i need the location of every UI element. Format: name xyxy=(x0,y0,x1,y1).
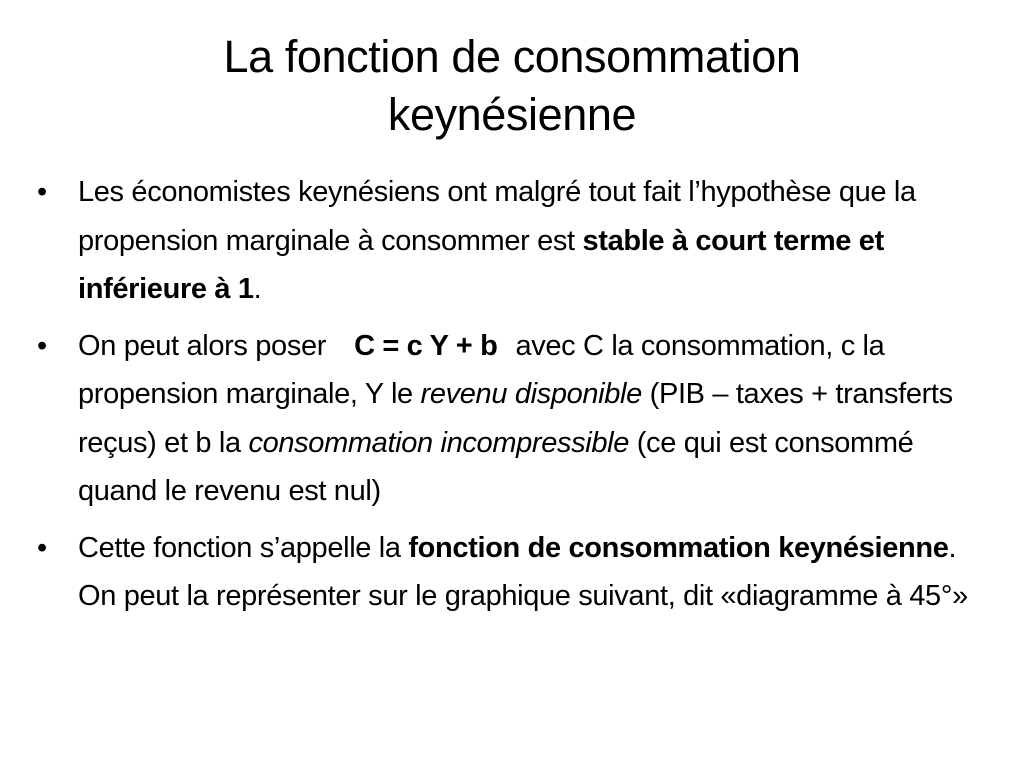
bullet-dot-icon: • xyxy=(37,329,47,362)
bullet-item-keynesian-function xyxy=(37,524,989,621)
bullet-dot-icon: • xyxy=(37,531,47,564)
revenu-disponible-term: revenu disponible xyxy=(420,378,642,410)
bullet-1-text: Les économistes keynésiens ont malgré tout fait l’hypothèse que la propension marginale à consommer est xyxy=(78,176,916,257)
bullet-2-definition-text: avec C la consommation, c la propension marginale, Y le xyxy=(78,329,885,410)
slide-title-line-2: keynésienne xyxy=(387,89,637,140)
bullet-2-parenthetical-text: (PIB – taxes + transferts reçus) et b la xyxy=(78,378,953,459)
bullet-2-end-text: (ce qui est consommé quand le revenu est nul) xyxy=(78,426,914,507)
bullet-1-bold-text: stable à court terme et inférieure à 1 xyxy=(78,224,884,305)
bullet-3-text: Cette fonction s’appelle la xyxy=(78,531,409,564)
bullet-item-hypothesis xyxy=(37,168,989,314)
bullet-3-bold-text: fonction de consommation keynésienne xyxy=(408,531,949,564)
consommation-incompressible-term: consommation incompressible xyxy=(248,426,630,459)
slide-title xyxy=(60,28,964,144)
bullet-list xyxy=(37,168,989,629)
bullet-item-formula xyxy=(37,322,989,516)
bullet-1-end-text: . xyxy=(253,273,262,305)
bullet-dot-icon: • xyxy=(37,176,47,208)
bullet-3-end-text: . On peut la représenter sur le graphique suivant, dit «diagramme à 45°» xyxy=(78,531,968,612)
consumption-formula: C = c Y + b xyxy=(354,329,498,362)
bullet-2-intro-text: On peut alors poser xyxy=(78,329,327,362)
slide-title-line-1: La fonction de consommation xyxy=(223,31,801,82)
